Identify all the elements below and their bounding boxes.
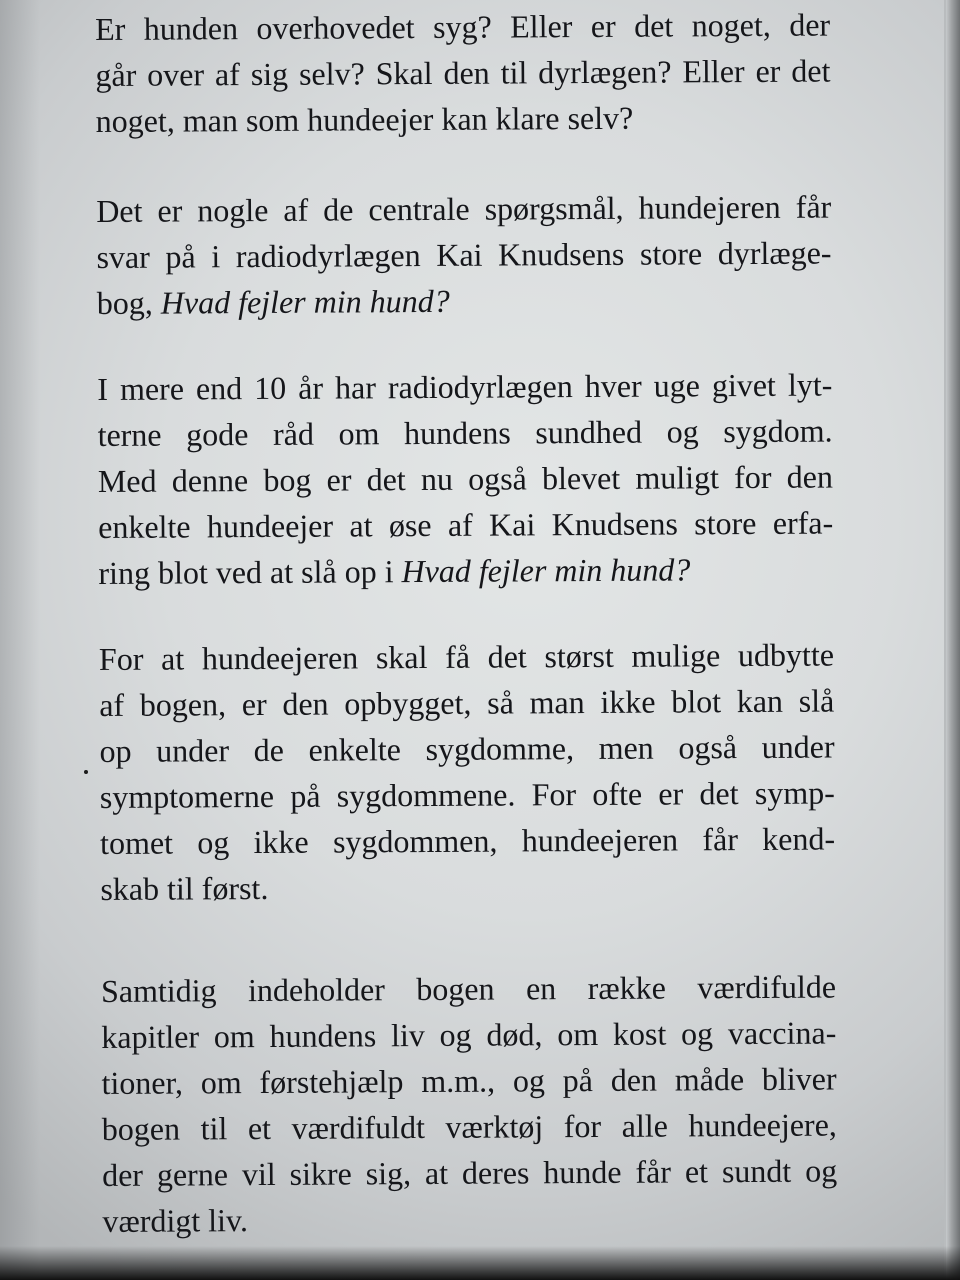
- text-line: tioner, om førstehjælp m.m., og på den måde bliver: [101, 1060, 837, 1101]
- text-line: tomet og ikke sygdommen, hundeejeren får kend-: [100, 820, 836, 861]
- text-line: går over af sig selv? Skal den til dyrlægen? Eller er det: [95, 52, 831, 93]
- text-line: Det er nogle af de centrale spørgsmål, hundejeren får: [96, 188, 832, 229]
- paper-speck: [84, 770, 88, 774]
- page-edge: [946, 0, 960, 1280]
- text-line: svar på i radiodyrlægen Kai Knudsens store dyrlæge-: [96, 234, 832, 275]
- text-line: der gerne vil sikre sig, at deres hunde får et sundt og: [102, 1152, 838, 1193]
- book-title-italic: Hvad fejler min hund?: [401, 551, 691, 590]
- text-line: Med denne bog er det nu også blevet muligt for den: [97, 458, 833, 499]
- paragraph-2: [96, 184, 832, 326]
- text-line: [98, 546, 833, 596]
- text-line: bogen til et værdifuldt værktøj for alle hundeejere,: [101, 1106, 837, 1147]
- text-line: enkelte hundeejer at øse af Kai Knudsens store erfa-: [98, 504, 834, 545]
- line-prefix: bog,: [96, 284, 161, 321]
- book-title-italic: Hvad fejler min hund?: [160, 282, 450, 321]
- text-line: Samtidig indeholder bogen en række værdifulde: [100, 968, 837, 1009]
- text-line: værdigt liv.: [102, 1202, 249, 1239]
- bottom-shadow: [0, 1246, 960, 1280]
- paragraph-4: [99, 631, 836, 911]
- text-line: op under de enkelte sygdomme, men også under: [99, 728, 835, 769]
- blurb-text: [95, 2, 838, 1239]
- text-line: Er hunden overhovedet syg? Eller er det noget, der: [95, 6, 831, 47]
- text-line: af bogen, er den opbygget, så man ikke blot kan slå: [99, 682, 835, 723]
- text-line: I mere end 10 år har radiodyrlægen hver uge givet lyt-: [97, 366, 833, 407]
- text-line: kapitler om hundens liv og død, om kost og vaccina-: [101, 1014, 837, 1055]
- text-line: skab til først.: [100, 869, 269, 907]
- text-line: For at hundeejeren skal få det størst mulige udbytte: [98, 636, 835, 677]
- line-prefix: ring blot ved at slå op i: [98, 553, 402, 591]
- text-line: terne gode råd om hundens sundhed og sygdom.: [97, 412, 833, 453]
- paragraph-3: [97, 362, 833, 596]
- paragraph-1: [95, 2, 831, 144]
- text-line: symptomerne på sygdommene. For ofte er det symp-: [99, 774, 835, 815]
- text-line: [97, 276, 832, 326]
- text-line: noget, man som hundeejer kan klare selv?: [95, 99, 634, 139]
- paragraph-5: [101, 963, 838, 1243]
